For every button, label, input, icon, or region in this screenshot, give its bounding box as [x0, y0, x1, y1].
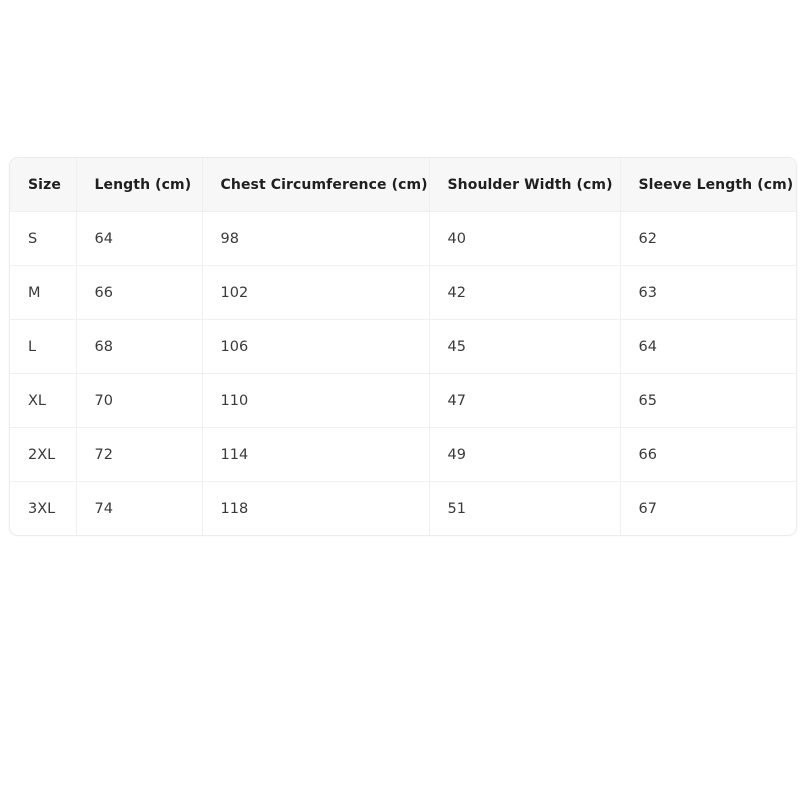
size-chart-table-card [9, 157, 797, 536]
cell-sleeve: 64 [620, 320, 796, 374]
cell-size: S [10, 212, 76, 266]
header-size: Size [10, 158, 76, 212]
cell-sleeve: 67 [638, 500, 657, 517]
table-body [10, 212, 796, 536]
cell-length: 66 [76, 266, 202, 320]
cell-length: 70 [76, 374, 202, 428]
table-row [10, 374, 796, 428]
cell-length: 64 [76, 212, 202, 266]
cell-chest: 114 [202, 428, 429, 482]
table-row [10, 482, 796, 536]
cell-shoulder: 47 [429, 374, 620, 428]
table-header [10, 158, 796, 212]
table-row [10, 428, 796, 482]
header-row [10, 158, 796, 212]
cell-chest: 118 [202, 482, 429, 536]
cell-shoulder: 40 [429, 212, 620, 266]
header-chest-circumference: Chest Circumference (cm) [202, 158, 429, 212]
cell-shoulder: 49 [429, 428, 620, 482]
header-shoulder-width: Shoulder Width (cm) [429, 158, 620, 212]
cell-length: 68 [76, 320, 202, 374]
cell-sleeve: 63 [620, 266, 796, 320]
cell-chest: 102 [202, 266, 429, 320]
size-chart-table [10, 158, 796, 535]
cell-sleeve: 62 [620, 212, 796, 266]
cell-chest: 106 [202, 320, 429, 374]
cell-size: XL [10, 374, 76, 428]
header-sleeve-length: Sleeve Length (cm) [620, 158, 796, 212]
cell-size: 2XL [10, 428, 76, 482]
table-row [10, 266, 796, 320]
cell-sleeve: 65 [620, 374, 796, 428]
table-row [10, 212, 796, 266]
header-length: Length (cm) [76, 158, 202, 212]
cell-size: 3XL [10, 482, 76, 536]
cell-chest: 98 [202, 212, 429, 266]
cell-size: M [10, 266, 76, 320]
cell-sleeve: 66 [620, 428, 796, 482]
table-row [10, 320, 796, 374]
cell-size: L [10, 320, 76, 374]
cell-shoulder: 51 [429, 482, 620, 536]
cell-chest: 110 [202, 374, 429, 428]
cell-shoulder: 42 [429, 266, 620, 320]
cell-length: 72 [76, 428, 202, 482]
cell-shoulder: 45 [429, 320, 620, 374]
cell-length: 74 [76, 482, 202, 536]
